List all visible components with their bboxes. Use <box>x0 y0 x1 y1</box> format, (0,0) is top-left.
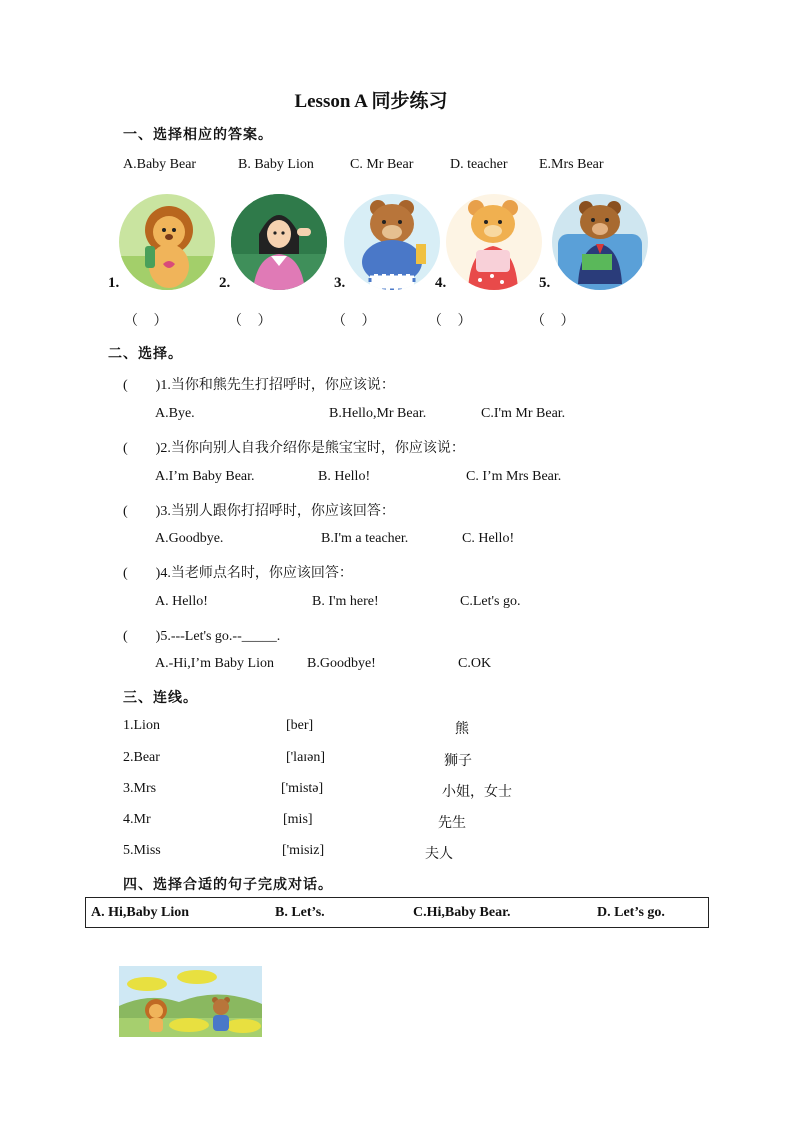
choice-box <box>85 897 709 928</box>
match-phonetic-4[interactable]: [mis] <box>283 812 313 827</box>
picture-mr-bear <box>344 194 440 290</box>
dialogue-scene-image <box>119 966 262 1037</box>
section4-heading: 四、选择合适的句子完成对话。 <box>123 878 333 893</box>
match-phonetic-1[interactable]: [ber] <box>286 718 314 733</box>
match-chinese-2[interactable]: 狮子 <box>444 754 472 769</box>
section1-heading: 一、选择相应的答案。 <box>123 128 273 143</box>
choice-c: C.Hi,Baby Bear. <box>413 905 511 920</box>
match-phonetic-5[interactable]: ['misiz] <box>282 843 325 858</box>
question-2-stem: ( )2.当你向别人自我介绍你是熊宝宝时，你应该说： <box>123 441 465 456</box>
picture-baby-bear <box>446 194 542 290</box>
question-3-option-a: A.Goodbye. <box>155 531 224 546</box>
match-word-5[interactable]: 5.Miss <box>123 843 161 858</box>
question-1-option-c: C.I'm Mr Bear. <box>481 406 566 421</box>
page-title: Lesson A 同步练习 <box>294 91 448 112</box>
match-word-2[interactable]: 2.Bear <box>123 750 160 765</box>
match-chinese-1[interactable]: 熊 <box>455 722 469 737</box>
question-1-option-b: B.Hello,Mr Bear. <box>329 406 427 421</box>
option-c: C. Mr Bear <box>350 157 414 172</box>
question-5-option-a: A.-Hi,I’m Baby Lion <box>155 656 274 671</box>
picture-number-2: 2. <box>219 275 231 291</box>
question-1-stem: ( )1.当你和熊先生打招呼时，你应该说： <box>123 378 395 393</box>
picture-number-5: 5. <box>539 275 551 291</box>
match-chinese-4[interactable]: 先生 <box>438 816 466 831</box>
question-4-option-c: C.Let's go. <box>460 594 521 609</box>
question-1-option-a: A.Bye. <box>155 406 195 421</box>
option-b: B. Baby Lion <box>238 157 314 172</box>
match-word-4[interactable]: 4.Mr <box>123 812 151 827</box>
question-5-stem: ( )5.---Let's go.--_____. <box>123 629 281 644</box>
answer-blank-3[interactable]: （ ） <box>332 314 382 329</box>
choice-b: B. Let’s. <box>275 905 325 920</box>
answer-blank-4[interactable]: （ ） <box>428 314 478 329</box>
question-2-option-b: B. Hello! <box>318 469 371 484</box>
match-phonetic-3[interactable]: ['mistə] <box>281 781 324 796</box>
match-chinese-3[interactable]: 小姐，女士 <box>442 785 512 800</box>
answer-blank-1[interactable]: （ ） <box>124 314 174 329</box>
option-d: D. teacher <box>450 157 508 172</box>
answer-blank-5[interactable]: （ ） <box>531 314 581 329</box>
question-4-stem: ( )4.当老师点名时，你应该回答： <box>123 566 353 581</box>
picture-number-4: 4. <box>435 275 447 291</box>
section2-heading: 二、选择。 <box>108 347 183 362</box>
section3-heading: 三、连线。 <box>123 691 198 706</box>
choice-a: A. Hi,Baby Lion <box>91 905 190 920</box>
question-2-option-c: C. I’m Mrs Bear. <box>466 469 562 484</box>
option-e: E.Mrs Bear <box>539 157 604 172</box>
match-phonetic-2[interactable]: ['laɪən] <box>286 750 326 765</box>
choice-d: D. Let’s go. <box>597 905 665 920</box>
picture-baby-lion <box>119 194 215 290</box>
question-3-option-b: B.I'm a teacher. <box>321 531 409 546</box>
picture-number-3: 3. <box>334 275 346 291</box>
question-4-option-a: A. Hello! <box>155 594 208 609</box>
question-2-option-a: A.I’m Baby Bear. <box>155 469 255 484</box>
picture-mrs-bear <box>552 194 648 290</box>
question-3-option-c: C. Hello! <box>462 531 515 546</box>
question-5-option-b: B.Goodbye! <box>307 656 376 671</box>
picture-teacher <box>231 194 327 290</box>
option-a: A.Baby Bear <box>123 157 197 172</box>
match-word-3[interactable]: 3.Mrs <box>123 781 157 796</box>
question-4-option-b: B. I'm here! <box>312 594 379 609</box>
answer-blank-2[interactable]: （ ） <box>228 314 278 329</box>
question-5-option-c: C.OK <box>458 656 492 671</box>
match-chinese-5[interactable]: 夫人 <box>425 847 453 862</box>
picture-number-1: 1. <box>108 275 120 291</box>
match-word-1[interactable]: 1.Lion <box>123 718 160 733</box>
question-3-stem: ( )3.当别人跟你打招呼时，你应该回答： <box>123 504 395 519</box>
